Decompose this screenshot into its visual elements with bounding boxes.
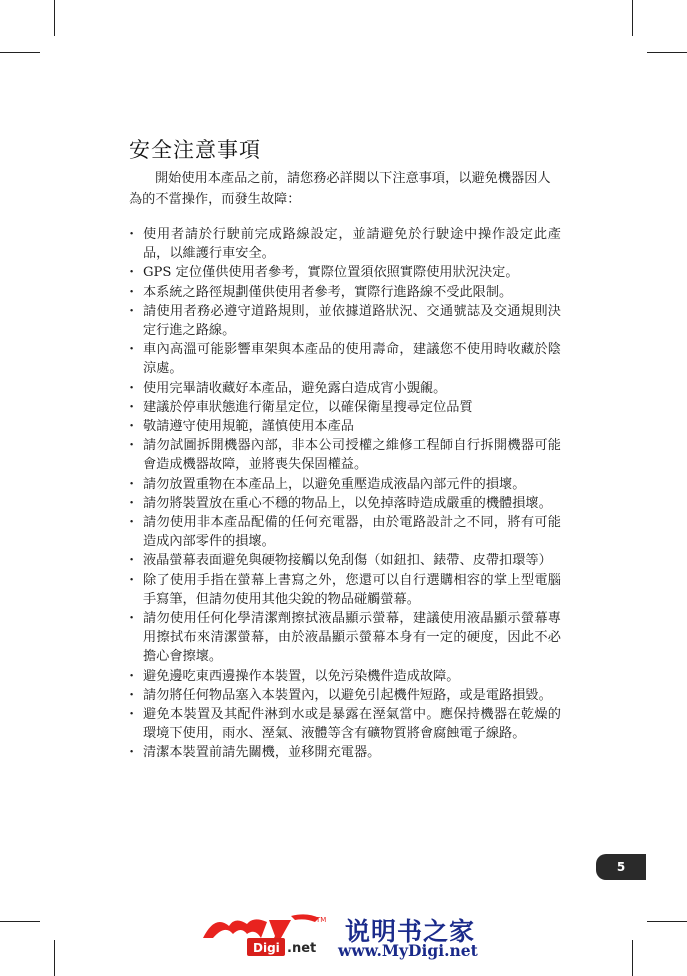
crop-mark bbox=[0, 921, 40, 922]
list-item: ・ 液晶螢幕表面避免與硬物接觸以免刮傷（如鈕扣、錶帶、皮帶扣環等） bbox=[129, 551, 561, 570]
logo-badge-text: Digi bbox=[253, 941, 280, 955]
list-item: ・ 車內高溫可能影響車架與本產品的使用壽命，建議您不使用時收藏於陰涼處。 bbox=[129, 340, 561, 378]
list-item: ・ GPS 定位僅供使用者參考，實際位置須依照實際使用狀況決定。 bbox=[129, 263, 561, 282]
list-item: ・ 請勿將任何物品塞入本裝置內，以避免引起機件短路，或是電路損毀。 bbox=[129, 686, 561, 705]
list-item: ・ 除了使用手指在螢幕上書寫之外，您還可以自行選購相容的掌上型電腦手寫筆，但請勿使用其他尖銳的物品碰觸螢幕。 bbox=[129, 571, 561, 609]
crop-mark bbox=[54, 940, 55, 976]
list-item: ・ 本系統之路徑規劃僅供使用者參考，實際行進路線不受此限制。 bbox=[129, 283, 561, 302]
list-item: ・ 請勿使用任何化學清潔劑擦拭液晶顯示螢幕，建議使用液晶顯示螢幕專用擦拭布來清潔螢幕，由於液晶顯示螢幕本身有一定的硬度，因此不必擔心會擦壞。 bbox=[129, 609, 561, 667]
logo-net-text: .net bbox=[287, 941, 317, 956]
list-item: ・ 敬請遵守使用規範，謹慎使用本產品 bbox=[129, 417, 561, 436]
list-item: ・ 使用完畢請收藏好本產品，避免露白造成宵小覬覦。 bbox=[129, 379, 561, 398]
list-item: ・ 避免邊吃東西邊操作本裝置，以免污染機件造成故障。 bbox=[129, 667, 561, 686]
intro-paragraph: 開始使用本產品之前，請您務必詳閱以下注意事項，以避免機器因人為的不當操作，而發生故障： bbox=[129, 171, 551, 207]
crop-mark bbox=[632, 940, 633, 976]
safety-list bbox=[129, 225, 561, 763]
crop-mark bbox=[0, 52, 40, 53]
page-number-badge: 5 bbox=[596, 854, 646, 880]
brand-chinese-name: 说明书之家 bbox=[345, 917, 476, 946]
logo-tm: TM bbox=[316, 916, 327, 924]
list-item: ・ 請勿將裝置放在重心不穩的物品上，以免掉落時造成嚴重的機體損壞。 bbox=[129, 494, 561, 513]
list-item: ・ 使用者請於行駛前完成路線設定，並請避免於行駛途中操作設定此產品，以維護行車安全。 bbox=[129, 225, 561, 263]
list-item: ・ 建議於停車狀態進行衛星定位，以確保衛星搜尋定位品質 bbox=[129, 398, 561, 417]
page-title: 安全注意事項 bbox=[129, 138, 261, 162]
list-item: ・ 請勿放置重物在本產品上，以避免重壓造成液晶內部元件的損壞。 bbox=[129, 475, 561, 494]
crop-mark bbox=[647, 921, 687, 922]
list-item: ・ 清潔本裝置前請先關機，並移開充電器。 bbox=[129, 743, 561, 762]
brand-url[interactable]: www.MyDigi.net bbox=[338, 941, 478, 960]
list-item: ・ 避免本裝置及其配件淋到水或是暴露在溼氣當中。應保持機器在乾燥的環境下使用，雨水、溼氣、液體等含有礦物質將會腐蝕電子線路。 bbox=[129, 705, 561, 743]
list-item: ・ 請勿使用非本產品配備的任何充電器，由於電路設計之不同，將有可能造成內部零件的損壞。 bbox=[129, 513, 561, 551]
crop-mark bbox=[54, 0, 55, 36]
list-item: ・ 請使用者務必遵守道路規則，並依據道路狀況、交通號誌及交通規則決定行進之路線。 bbox=[129, 302, 561, 340]
list-item: ・ 請勿試圖拆開機器內部，非本公司授權之維修工程師自行拆開機器可能會造成機器故障，並將喪失保固權益。 bbox=[129, 436, 561, 474]
crop-mark bbox=[632, 0, 633, 36]
crop-mark bbox=[647, 52, 687, 53]
